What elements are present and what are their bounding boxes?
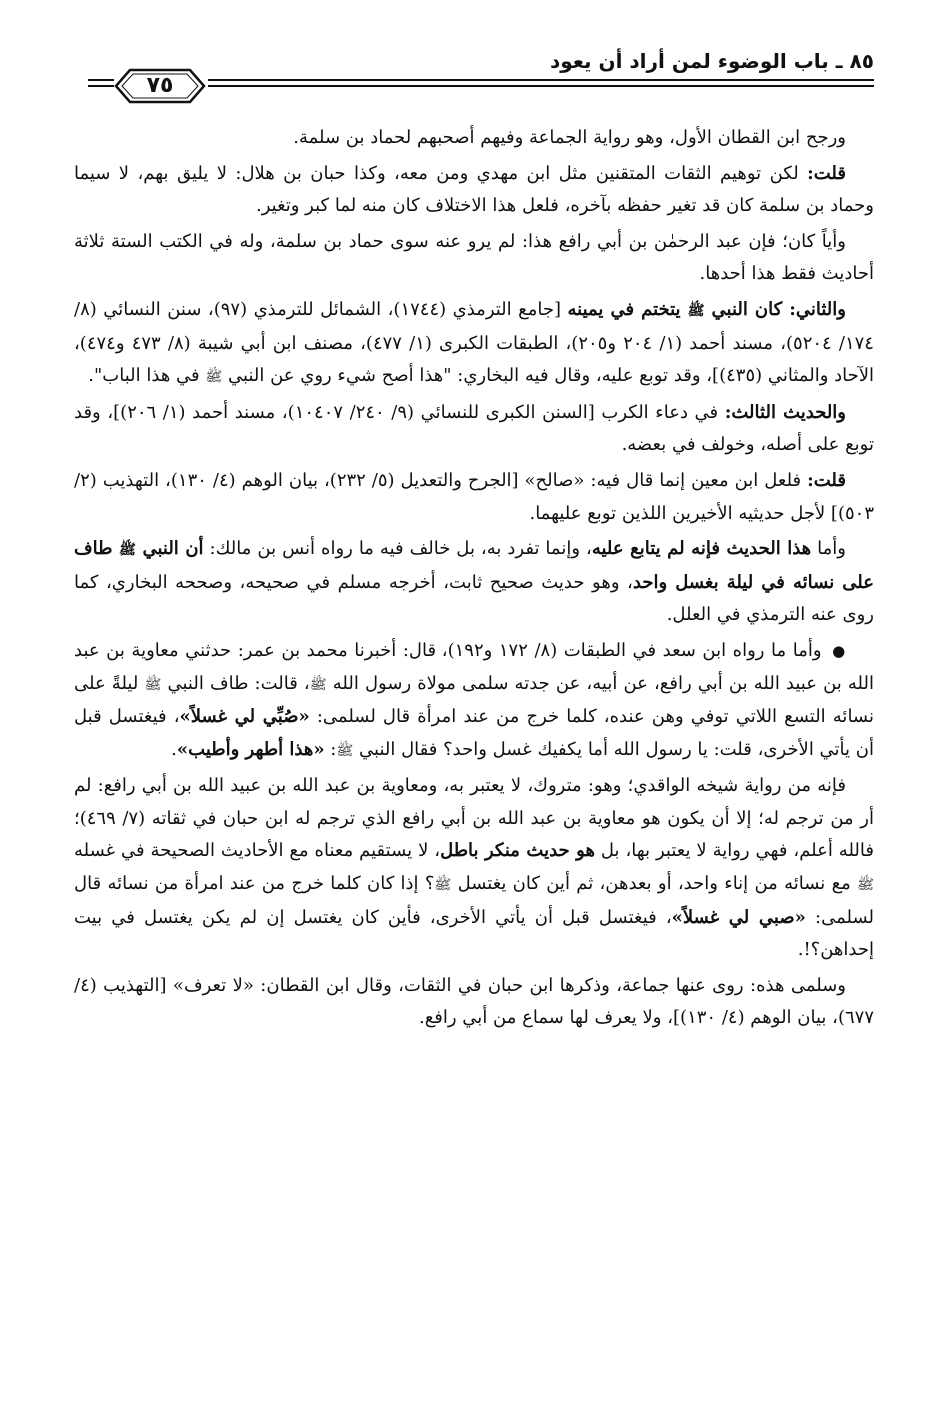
salutation-glyph: ﷺ bbox=[857, 877, 874, 894]
text: ؟ إذا كان كلما خرج من عند امرأة من نسائه قال لسلمى: bbox=[74, 873, 874, 928]
paragraph bbox=[74, 533, 874, 632]
text: . bbox=[171, 738, 177, 760]
text: ليلةً على نسائه التسع اللاتي توفي وهن عنده، كلما خرج من عند امرأة قال لسلمى: bbox=[74, 672, 874, 728]
page-number-badge bbox=[114, 66, 206, 106]
text: وأياً كان؛ فإن عبد الرحمٰن بن أبي رافع هذا: لم يرو عنه سوى حماد بن سلمة، وله في الكتب الستة ثلاثة أحاديث فقط هذا أحدها. bbox=[74, 230, 874, 285]
paragraph bbox=[74, 635, 874, 767]
salutation-glyph: ﷺ bbox=[336, 742, 354, 759]
paragraph bbox=[74, 465, 874, 530]
text: ، فيغتسل قبل أن يأتي الأخرى، قلت: يا رسول الله أما يكفيك غسل واحد؟ فقال النبي bbox=[74, 706, 874, 760]
text: ، فيغتسل قبل أن يأتي الأخرى، فأين كان يغتسل إن لم يكن يغتسل في بيت إحداهن؟!. bbox=[74, 906, 874, 961]
text: في دعاء الكرب [السنن الكبرى للنسائي (٩/ ٢٤٠/ ١٠٤٠٧)، مسند أحمد (١/ ٢٠٦)]، وقد توبع على أصله، وخولف في بعضه. bbox=[74, 401, 874, 456]
text: [جامع الترمذي (١٧٤٤)، الشمائل للترمذي (٩٧)، سنن النسائي (٨/ ١٧٤/ ٥٢٠٤)، مسند أحمد (١/ ٢٠٤ و٢٠٥)، الطبقات الكبرى (١/ ٤٧٧)، مصنف ابن أبي شيبة (٨/ ٤٧٣ و٤٧٤)، الآحاد والمثاني (٤٣٥)]، وقد توبع عليه، وقال فيه البخاري: "هذا أصح شيء روي عن النبي bbox=[74, 298, 874, 387]
bold-lead: قلت: bbox=[807, 162, 846, 184]
hadith-text: كان النبي bbox=[704, 298, 790, 320]
text: ، وإنما تفرد به، بل خالف فيه ما رواه أنس بن مالك: bbox=[203, 538, 592, 560]
bold-lead: قلت: bbox=[807, 469, 846, 491]
header-rule-right bbox=[208, 76, 874, 94]
quote-phrase: «هذا أطهر وأطيب» bbox=[176, 738, 325, 760]
text: وسلمى هذه: روى عنها جماعة، وذكرها ابن حبان في الثقات، وقال ابن القطان: «لا تعرف» [التهذيب (٤/ ٦٧٧)، بيان الوهم (٤/ ١٣٠)]، ولا يعرف لها سماع من أبي رافع. bbox=[74, 974, 874, 1029]
text: : bbox=[324, 738, 337, 760]
running-title: ٨٥ ـ باب الوضوء لمن أراد أن يعود bbox=[549, 49, 874, 73]
quote-phrase: «صُبِّي لي غسلاً» bbox=[179, 706, 310, 728]
paragraph bbox=[74, 122, 874, 155]
hadith-text: يتختم في يمينه bbox=[567, 298, 688, 320]
bold-lead: والحديث الثالث: bbox=[724, 401, 846, 423]
bold-phrase: هو حديث منكر باطل bbox=[440, 840, 595, 862]
bold-phrase: هذا الحديث فإنه لم يتابع عليه bbox=[591, 538, 812, 560]
salutation-glyph: ﷺ bbox=[687, 302, 705, 319]
salutation-glyph: ﷺ bbox=[434, 877, 452, 894]
main-text bbox=[74, 122, 874, 1038]
quote-phrase: «صبي لي غسلاً» bbox=[671, 906, 806, 928]
text: ، قالت: طاف النبي bbox=[161, 672, 310, 694]
text: فإنه من رواية شيخه الواقدي؛ وهو: متروك، لا يعتبر به، ومعاوية بن عبد الله بن عبيد الله بن أبي رافع: لم أر من ترجم له؛ إلا أن يكون هو معاوية بن عبد الله بن أبي رافع الذي ترجم له ابن حبان في ثقاته (٧/ ٤٦٩)؛ فالله أعلم، فهي رواية لا يعتبر بها، بل bbox=[74, 775, 874, 862]
bold-lead: والثاني: bbox=[789, 298, 846, 320]
salutation-glyph: ﷺ bbox=[144, 676, 162, 693]
paragraph bbox=[74, 770, 874, 967]
hadith-text: أن النبي bbox=[135, 538, 204, 560]
salutation-glyph: ﷺ bbox=[119, 542, 136, 559]
salutation-glyph: ﷺ bbox=[309, 676, 327, 693]
bullet-icon: ● bbox=[832, 641, 847, 660]
text: مع نسائه من إناء واحد، أو بعدهن، ثم أين كان يغتسل bbox=[451, 873, 858, 895]
paragraph bbox=[74, 294, 874, 394]
salutation-glyph: ﷺ bbox=[205, 369, 223, 386]
text: فلعل ابن معين إنما قال فيه: «صالح» [الجرح والتعديل (٥/ ٢٣٢)، بيان الوهم (٤/ ١٣٠)، التهذيب (٢/ ٥٠٣)] لأجل حديثيه الأخيرين اللذين توبع عليهما. bbox=[74, 469, 874, 524]
text: لكن توهيم الثقات المتقنين مثل ابن مهدي ومن معه، وكذا حبان بن هلال: لا يليق بهم، لا سيما وحماد بن سلمة كان قد تغير حفظه بآخره، فلعل هذا الاختلاف كان منه لما كبر وتغير. bbox=[74, 162, 874, 217]
paragraph bbox=[74, 158, 874, 223]
text: ، وهو حديث صحيح ثابت، أخرجه مسلم في صحيحه، وصححه البخاري، كما روى عنه الترمذي في العلل. bbox=[74, 571, 874, 626]
text: وأما ما رواه ابن سعد في الطبقات (٨/ ١٧٢ و١٩٢)، قال: أخبرنا محمد بن عمر: حدثني معاوية بن عبد الله بن عبيد الله بن أبي رافع، عن أبيه، عن جدته سلمى مولاة رسول الله bbox=[74, 639, 874, 694]
header-rule-left bbox=[88, 76, 114, 94]
hadith-text: طاف على نسائه في ليلة بغسل واحد bbox=[74, 538, 874, 593]
paragraph bbox=[74, 226, 874, 291]
paragraph bbox=[74, 397, 874, 462]
page-number: ٧٥ bbox=[146, 73, 174, 98]
text: ورجح ابن القطان الأول، وهو رواية الجماعة وفيهم أصحبهم لحماد بن سلمة. bbox=[293, 127, 846, 148]
text: ، لا يستقيم معناه مع الأحاديث الصحيحة في غسله bbox=[74, 840, 441, 862]
text: في هذا الباب". bbox=[88, 365, 206, 387]
text: وأما bbox=[811, 538, 846, 560]
paragraph bbox=[74, 970, 874, 1035]
